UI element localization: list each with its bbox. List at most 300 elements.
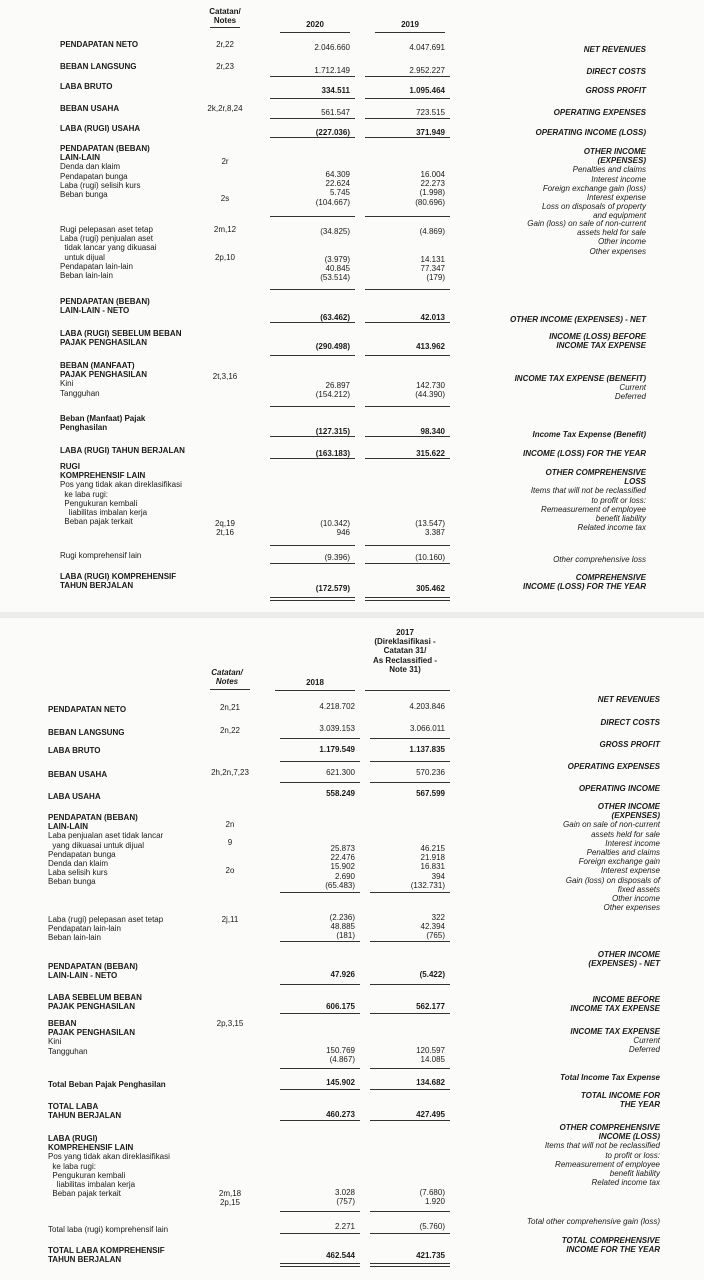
english-pendapatan-lain-line-2: (EXPENSES)	[611, 811, 660, 821]
value-2018-pendapatan-lain-neto: 47.926	[330, 970, 355, 979]
english-pendapatan-lain-line-9: Gain (loss) on disposals of	[565, 875, 660, 885]
value-2018-laba-komprehensif-lain-line-1: 3.028	[334, 1188, 355, 1197]
notes-pendapatan-lain-line-3: 9	[227, 838, 233, 848]
value-2018-laba-bruto: 1.179.549	[319, 745, 355, 754]
label-laba-komprehensif-line-1: LABA (RUGI) KOMPREHENSIF	[60, 572, 177, 581]
underline-2018-bunga	[280, 892, 360, 893]
value-2020-pendapatan-lain-line-1: 64.309	[325, 170, 350, 179]
year-2019-underline	[375, 32, 445, 33]
label-rugi-pelepasan-line-6: Beban lain-lain	[60, 271, 113, 280]
label-pendapatan-lain-line-2: LAIN-LAIN	[60, 153, 100, 163]
label-beban-pajak-line-1: BEBAN	[48, 1019, 77, 1028]
underline-2018-pajak-terkait	[280, 1211, 360, 1212]
label-total-laba-rugi-komprehensif: Total laba (rugi) komprehensif lain	[48, 1225, 169, 1234]
value-2019-laba-usaha: 371.949	[416, 128, 445, 137]
notes-header-line-2: Notes	[213, 16, 237, 26]
label-laba-pelepasan-line-2: Pendapatan lain-lain	[48, 924, 121, 934]
label-pendapatan-lain-line-5: Pendapatan bunga	[48, 849, 116, 859]
english-laba-komprehensif-lain-line-7: Related income tax	[591, 1178, 660, 1188]
label-rugi-komprehensif-line-2: KOMPREHENSIF LAIN	[60, 471, 146, 481]
value-2017-pendapatan-lain-neto: (5.422)	[419, 970, 445, 979]
underline-2018-komprehensif-total-1	[280, 1263, 360, 1264]
underline-2018-total-laba	[280, 1120, 360, 1121]
underline-2020-lain-lain	[270, 289, 355, 290]
english-rugi-komprehensif-line-5: Remeasurement of employee	[541, 504, 646, 514]
value-2018-pendapatan-lain-line-1: 25.873	[330, 844, 355, 853]
value-2020-beban-pajak-line-1: 26.897	[325, 381, 350, 390]
english-pendapatan-lain-neto-line-2: (EXPENSES) - NET	[588, 959, 660, 969]
label-rugi-komprehensif-line-4: ke laba rugi:	[64, 489, 108, 499]
value-2017-pendapatan-neto: 4.203.846	[409, 702, 445, 711]
label-laba-sebelum-pajak-line-2: PAJAK PENGHASILAN	[60, 338, 147, 348]
english-laba-komprehensif-line-1: COMPREHENSIVE	[575, 573, 646, 582]
english-beban-usaha: OPERATING EXPENSES	[553, 108, 646, 117]
label-beban-pajak-line-3: Kini	[60, 379, 74, 389]
value-2019-pendapatan-lain-neto: 42.013	[420, 313, 445, 322]
english-laba-komprehensif-lain-line-4: to profit or loss:	[605, 1150, 660, 1160]
underline-2020-pendapatan-lain-neto	[270, 322, 355, 323]
value-2019-beban-usaha: 723.515	[416, 108, 445, 117]
income-statement-2018-2017	[0, 618, 704, 1280]
label-beban-pajak-line-4: Tangguhan	[60, 388, 100, 398]
value-2018-pendapatan-lain-line-3: 15.902	[330, 862, 355, 872]
value-2020-laba-bruto: 334.511	[321, 86, 350, 95]
english-laba-tahun-berjalan: INCOME (LOSS) FOR THE YEAR	[523, 449, 646, 458]
underline-2020-komprehensif-total-1	[270, 597, 355, 598]
label-laba-komprehensif-lain-line-7: Beban pajak terkait	[52, 1189, 121, 1199]
english-laba-komprehensif-lain-line-2: INCOME (LOSS)	[598, 1132, 660, 1142]
label-beban-pajak-line-2: PAJAK PENGHASILAN	[48, 1028, 135, 1038]
label-pendapatan-lain-neto-line-2: LAIN-LAIN - NETO	[48, 971, 118, 981]
underline-2017-beban-usaha	[370, 761, 450, 762]
value-2017-beban-usaha: 570.236	[416, 768, 445, 777]
value-2017-pendapatan-lain-line-4: 394	[431, 871, 445, 881]
year-2017-underline	[365, 690, 450, 691]
underline-2018-laba-usaha	[280, 782, 360, 783]
label-pendapatan-lain-line-3: Laba penjualan aset tidak lancar	[48, 831, 164, 841]
notes-pendapatan-lain-line-1: 2r	[221, 157, 229, 166]
underline-2017-beban-langsung	[370, 738, 450, 739]
year-2017-header-line-5: Note 31)	[389, 664, 421, 674]
label-beban-pajak-total-line-2: Penghasilan	[60, 423, 108, 433]
label-total-laba-komprehensif-line-2: TAHUN BERJALAN	[48, 1255, 122, 1265]
underline-2017-sebelum-pajak	[370, 1013, 450, 1014]
english-pendapatan-lain-line-1: OTHER INCOME	[597, 802, 660, 811]
value-2018-laba-sebelum-pajak: 606.175	[326, 1002, 355, 1011]
value-2018-pendapatan-neto: 4.218.702	[319, 702, 355, 711]
label-beban-pajak-total: Total Beban Pajak Penghasilan	[48, 1080, 166, 1089]
underline-2018-tangguhan	[280, 1068, 360, 1069]
value-2019-pendapatan-lain-line-3: (1.998)	[419, 188, 445, 198]
value-2017-pendapatan-lain-line-3: 16.831	[420, 862, 445, 872]
value-2018-total-laba-komprehensif: 462.544	[326, 1251, 355, 1260]
value-2017-laba-pelepasan-line-2: 42.394	[420, 922, 445, 932]
english-rugi-komprehensif-lain: Other comprehensive loss	[553, 555, 646, 564]
english-beban-pajak-line-3: Deferred	[628, 1045, 660, 1055]
value-2020-pendapatan-lain-line-4: (104.667)	[315, 197, 350, 207]
english-laba-komprehensif-line-2: INCOME (LOSS) FOR THE YEAR	[523, 582, 646, 592]
notes-rugi-pelepasan-line-1: 2m,12	[213, 225, 237, 234]
underline-2017-pajak-terkait	[370, 1211, 450, 1212]
value-2020-beban-pajak-line-2: (154.212)	[315, 390, 350, 400]
value-2019-laba-tahun-berjalan: 315.622	[416, 449, 445, 458]
label-rugi-pelepasan-line-2: Laba (rugi) penjualan aset	[60, 234, 153, 244]
value-2017-laba-pelepasan-line-1: 322	[431, 913, 445, 922]
notes-beban-langsung: 2r,23	[216, 62, 234, 71]
label-pendapatan-lain-line-7: Laba selisih kurs	[48, 868, 108, 878]
label-rugi-komprehensif-line-5: Pengukuran kembali	[64, 498, 138, 508]
label-beban-pajak-line-3: Kini	[48, 1037, 62, 1047]
english-pendapatan-lain-line-6: Penalties and claims	[586, 848, 660, 857]
value-2020-pendapatan-lain-line-2: 22.624	[325, 179, 350, 189]
underline-2020-tangguhan	[270, 406, 355, 407]
label-beban-pajak-line-4: Tangguhan	[48, 1046, 88, 1056]
english-pendapatan-lain-line-11: Other income	[611, 894, 660, 903]
value-2019-rugi-komprehensif-line-1: (13.547)	[415, 519, 445, 528]
underline-2018-beban-usaha	[280, 761, 360, 762]
value-2019-rugi-komprehensif-line-2: 3.387	[424, 528, 445, 538]
english-pendapatan-lain-line-2: (EXPENSES)	[597, 156, 646, 166]
value-2019-pendapatan-lain-line-2: 22.273	[420, 179, 445, 189]
label-laba-komprehensif-lain-line-1: LABA (RUGI)	[48, 1134, 98, 1143]
english-total-laba-line-2: THE YEAR	[619, 1100, 660, 1110]
label-beban-pajak-line-2: PAJAK PENGHASILAN	[60, 370, 147, 380]
english-laba-sebelum-pajak-line-2: INCOME TAX EXPENSE	[570, 1004, 660, 1014]
value-2019-beban-pajak-line-1: 142.730	[416, 381, 445, 390]
value-2019-pendapatan-lain-line-4: (80.696)	[415, 197, 445, 207]
english-beban-pajak-total: Total Income Tax Expense	[560, 1073, 660, 1082]
label-pendapatan-neto: PENDAPATAN NETO	[48, 705, 127, 714]
value-2017-beban-pajak-line-1: 120.597	[416, 1046, 445, 1055]
value-2020-beban-langsung: 1.712.149	[314, 66, 350, 75]
label-pendapatan-lain-neto-line-2: LAIN-LAIN - NETO	[60, 306, 130, 316]
value-2018-pendapatan-lain-line-5: (65.483)	[325, 880, 355, 890]
value-2017-beban-pajak-total: 134.682	[416, 1078, 445, 1087]
value-2018-beban-pajak-line-2: (4.867)	[329, 1055, 355, 1065]
value-2017-beban-langsung: 3.066.011	[410, 724, 445, 733]
english-beban-pajak-line-2: Current	[633, 1036, 660, 1046]
english-beban-pajak-line-1: INCOME TAX EXPENSE (BENEFIT)	[514, 374, 646, 383]
english-rugi-komprehensif-line-3: Items that will not be reclassified	[530, 486, 646, 496]
label-laba-pelepasan-line-3: Beban lain-lain	[48, 933, 101, 943]
label-beban-langsung: BEBAN LANGSUNG	[60, 62, 137, 71]
english-pendapatan-lain-line-7: Foreign exchange gain	[578, 857, 660, 867]
english-rugi-komprehensif-line-2: LOSS	[624, 477, 646, 487]
english-pendapatan-neto: NET REVENUES	[597, 695, 660, 704]
value-2020-laba-sebelum-pajak: (290.498)	[315, 342, 350, 351]
label-pendapatan-lain-neto-line-1: PENDAPATAN (BEBAN)	[48, 962, 138, 971]
value-2020-rugi-komprehensif-line-2: 946	[336, 528, 350, 538]
english-pendapatan-lain-line-1: OTHER INCOME	[583, 147, 646, 156]
label-laba-komprehensif-line-2: TAHUN BERJALAN	[60, 581, 134, 591]
value-2017-laba-komprehensif-lain-line-2: 1.920	[424, 1197, 445, 1207]
value-2017-laba-bruto: 1.137.835	[409, 745, 445, 754]
label-rugi-komprehensif-lain: Rugi komprehensif lain	[60, 551, 142, 560]
underline-2018-komprehensif-total-2	[280, 1266, 360, 1267]
value-2020-rugi-komprehensif-lain: (9.396)	[324, 553, 350, 562]
label-pendapatan-lain-line-2: LAIN-LAIN	[48, 822, 88, 832]
underline-2017-komprehensif-total-2	[370, 1266, 450, 1267]
english-laba-usaha: OPERATING INCOME (LOSS)	[535, 128, 646, 137]
label-laba-sebelum-pajak-line-2: PAJAK PENGHASILAN	[48, 1002, 135, 1012]
english-pendapatan-lain-line-10: fixed assets	[617, 884, 660, 894]
underline-2017-bunga	[370, 892, 450, 893]
english-pendapatan-lain-neto: OTHER INCOME (EXPENSES) - NET	[509, 315, 646, 324]
label-total-laba-line-1: TOTAL LABA	[48, 1102, 99, 1111]
underline-2019-pajak-total	[365, 436, 450, 437]
english-laba-komprehensif-lain-line-5: Remeasurement of employee	[555, 1159, 660, 1169]
label-pendapatan-lain-neto-line-1: PENDAPATAN (BEBAN)	[60, 297, 150, 306]
underline-2019-pajak-terkait	[365, 545, 450, 546]
year-2017-header-line-1: 2017	[396, 628, 414, 637]
label-laba-pelepasan-line-1: Laba (rugi) pelepasan aset tetap	[48, 915, 164, 924]
underline-2019-sebelum-pajak	[365, 355, 450, 356]
value-2020-beban-pajak-total: (127.315)	[315, 427, 350, 436]
value-2020-pendapatan-lain-neto: (63.462)	[320, 313, 350, 322]
underline-2018-sebelum-pajak	[280, 1013, 360, 1014]
notes-beban-langsung: 2n,22	[219, 726, 241, 735]
underline-2020-laba-usaha	[270, 137, 355, 138]
year-2017-header-line-4: As Reclassified -	[372, 655, 438, 665]
notes-beban-pajak: 2p,3,15	[216, 1019, 244, 1028]
underline-2020-beban-langsung	[270, 76, 355, 77]
english-rugi-pelepasan-line-4: Other expenses	[589, 246, 646, 256]
label-beban-pajak-line-1: BEBAN (MANFAAT)	[60, 361, 135, 370]
value-2018-beban-usaha: 621.300	[326, 768, 355, 777]
value-2018-total-laba: 460.273	[326, 1110, 355, 1119]
value-2017-laba-sebelum-pajak: 562.177	[416, 1002, 445, 1011]
year-2019-header: 2019	[401, 20, 419, 29]
value-2017-pendapatan-lain-line-2: 21.918	[420, 853, 445, 863]
label-beban-pajak-total-line-1: Beban (Manfaat) Pajak	[60, 414, 146, 423]
label-laba-sebelum-pajak-line-1: LABA (RUGI) SEBELUM BEBAN	[60, 329, 182, 338]
english-beban-langsung: DIRECT COSTS	[600, 718, 660, 727]
underline-2020-pajak-total	[270, 436, 355, 437]
label-total-laba-komprehensif-line-1: TOTAL LABA KOMPREHENSIF	[48, 1246, 165, 1255]
value-2018-laba-pelepasan-line-3: (181)	[336, 931, 355, 941]
notes-beban-pajak: 2t,3,16	[212, 372, 238, 381]
label-pendapatan-lain-line-6: Beban bunga	[60, 190, 108, 199]
notes-header-line-2: Notes	[215, 677, 239, 687]
value-2020-rugi-pelepasan-line-5: 40.845	[325, 263, 350, 273]
english-beban-pajak-total: Income Tax Expense (Benefit)	[532, 430, 646, 439]
notes-rugi-pelepasan-line-4: 2p,10	[214, 252, 236, 262]
notes-header-line-1: Catatan/	[209, 7, 241, 16]
notes-pendapatan-lain-line-6: 2o	[225, 866, 235, 875]
notes-header-line-1: Catatan/	[211, 668, 243, 677]
value-2018-beban-langsung: 3.039.153	[319, 724, 355, 733]
label-laba-komprehensif-lain-line-2: KOMPREHENSIF LAIN	[48, 1143, 134, 1153]
english-pendapatan-lain-line-4: assets held for sale	[591, 829, 660, 839]
value-2018-beban-pajak-total: 145.902	[326, 1078, 355, 1087]
label-laba-komprehensif-lain-line-3: Pos yang tidak akan direklasifikasi	[48, 1152, 170, 1162]
underline-2020-komprehensif-total-2	[270, 600, 355, 601]
label-rugi-komprehensif-line-7: Beban pajak terkait	[64, 517, 133, 527]
english-total-laba-komprehensif-line-2: INCOME FOR THE YEAR	[566, 1245, 660, 1255]
year-2018-underline	[275, 690, 355, 691]
english-total-laba-rugi-komprehensif: Total other comprehensive gain (loss)	[526, 1217, 660, 1226]
label-beban-langsung: BEBAN LANGSUNG	[48, 728, 125, 737]
english-pendapatan-lain-line-6: Interest expense	[586, 193, 646, 202]
underline-2017-total-komprehensif-lain	[370, 1233, 450, 1234]
underline-2020-beban-usaha	[270, 118, 355, 119]
english-pendapatan-lain-line-3: Gain on sale of non-current	[563, 820, 660, 830]
underline-2017-tangguhan	[370, 1068, 450, 1069]
label-beban-usaha: BEBAN USAHA	[48, 770, 108, 779]
value-2017-pendapatan-lain-line-5: (132.731)	[410, 880, 445, 890]
value-2019-beban-pajak-line-2: (44.390)	[415, 390, 445, 400]
value-2020-beban-usaha: 561.547	[321, 108, 350, 117]
english-pendapatan-lain-line-3: Penalties and claims	[572, 165, 646, 175]
value-2018-laba-usaha: 558.249	[326, 789, 355, 798]
value-2019-rugi-pelepasan-line-1: (4.869)	[419, 227, 445, 236]
label-rugi-pelepasan-line-3: tidak lancar yang dikuasai	[64, 243, 157, 253]
value-2018-laba-pelepasan-line-2: 48.885	[330, 922, 355, 932]
english-pendapatan-neto: NET REVENUES	[583, 45, 646, 54]
english-pendapatan-lain-line-7: Loss on disposals of property	[541, 202, 646, 212]
value-2019-rugi-pelepasan-line-4: 14.131	[420, 254, 445, 264]
english-beban-pajak-line-2: Current	[619, 383, 646, 393]
underline-2019-komprehensif-total-2	[365, 600, 450, 601]
label-laba-tahun-berjalan: LABA (RUGI) TAHUN BERJALAN	[60, 446, 185, 455]
underline-2020-pajak-terkait	[270, 545, 355, 546]
notes-rugi-komprehensif-line-2: 2t,16	[216, 528, 234, 538]
value-2017-total-laba-rugi-komprehensif: (5.760)	[419, 1222, 445, 1231]
english-rugi-pelepasan-line-3: Other income	[597, 237, 646, 247]
english-pendapatan-lain-line-5: Interest income	[605, 838, 660, 848]
value-2017-laba-usaha: 567.599	[416, 789, 445, 798]
underline-2019-beban-langsung	[365, 76, 450, 77]
english-pendapatan-lain-line-8: Interest expense	[600, 866, 660, 876]
value-2019-laba-sebelum-pajak: 413.962	[416, 342, 445, 351]
notes-rugi-komprehensif-line-1: 2q,19	[214, 519, 236, 528]
notes-pendapatan-neto: 2n,21	[219, 703, 241, 712]
label-pendapatan-lain-line-1: PENDAPATAN (BEBAN)	[48, 813, 138, 822]
english-laba-komprehensif-lain-line-1: OTHER COMPREHENSIVE	[559, 1123, 660, 1132]
english-laba-komprehensif-lain-line-6: benefit liability	[609, 1169, 660, 1178]
label-laba-bruto: LABA BRUTO	[60, 82, 113, 91]
year-2018-header: 2018	[306, 678, 324, 687]
underline-2019-laba-bruto	[365, 98, 450, 99]
label-laba-komprehensif-lain-line-6: liabilitas imbalan kerja	[56, 1180, 136, 1189]
income-statement-2020-2019	[0, 0, 704, 612]
label-pendapatan-lain-line-3: Denda dan klaim	[60, 162, 121, 172]
underline-2017-komprehensif-total-1	[370, 1263, 450, 1264]
english-pendapatan-lain-neto-line-1: OTHER INCOME	[597, 950, 660, 959]
label-pendapatan-lain-line-5: Laba (rugi) selisih kurs	[60, 180, 141, 190]
label-total-laba-line-2: TAHUN BERJALAN	[48, 1111, 122, 1121]
underline-2017-total-laba	[370, 1120, 450, 1121]
value-2019-beban-langsung: 2.952.227	[409, 66, 445, 75]
value-2019-pendapatan-neto: 4.047.691	[409, 43, 445, 52]
english-laba-bruto: GROSS PROFIT	[585, 86, 646, 95]
underline-2017-pajak-total	[370, 1089, 450, 1090]
underline-2020-bunga	[270, 216, 355, 217]
english-rugi-komprehensif-line-4: to profit or loss:	[591, 495, 646, 505]
value-2017-laba-pelepasan-line-3: (765)	[426, 931, 445, 941]
english-pendapatan-lain-line-4: Interest income	[591, 174, 646, 184]
underline-2019-bunga	[365, 216, 450, 217]
english-rugi-komprehensif-line-6: benefit liability	[595, 514, 646, 523]
value-2020-laba-komprehensif: (172.579)	[315, 584, 350, 593]
value-2020-laba-tahun-berjalan: (163.183)	[315, 449, 350, 458]
value-2020-rugi-pelepasan-line-1: (34.825)	[320, 227, 350, 236]
label-pendapatan-neto: PENDAPATAN NETO	[60, 40, 139, 49]
english-rugi-pelepasan-line-2: assets held for sale	[577, 228, 646, 238]
value-2019-rugi-komprehensif-lain: (10.160)	[415, 553, 445, 562]
underline-2017-lain-lain	[370, 941, 450, 942]
label-rugi-komprehensif-line-1: RUGI	[60, 462, 80, 471]
underline-2018-lain-lain	[280, 941, 360, 942]
value-2018-pendapatan-lain-line-4: 2.690	[334, 871, 355, 881]
label-laba-usaha: LABA (RUGI) USAHA	[60, 124, 141, 133]
value-2019-laba-bruto: 1.095.464	[409, 86, 445, 95]
underline-2019-laba-usaha	[365, 137, 450, 138]
notes-header-underline	[210, 689, 250, 690]
value-2020-pendapatan-neto: 2.046.660	[314, 43, 350, 52]
label-rugi-komprehensif-line-3: Pos yang tidak akan direklasifikasi	[60, 480, 182, 490]
underline-2018-beban-langsung	[280, 738, 360, 739]
label-laba-komprehensif-lain-line-5: Pengukuran kembali	[52, 1170, 126, 1180]
value-2018-beban-pajak-line-1: 150.769	[326, 1046, 355, 1055]
label-laba-komprehensif-lain-line-4: ke laba rugi:	[52, 1161, 96, 1171]
label-laba-usaha: LABA USAHA	[48, 792, 101, 801]
underline-2020-sebelum-pajak	[270, 355, 355, 356]
value-2018-laba-komprehensif-lain-line-2: (757)	[336, 1197, 355, 1207]
value-2020-rugi-pelepasan-line-6: (53.514)	[320, 273, 350, 282]
english-laba-sebelum-pajak-line-1: INCOME (LOSS) BEFORE	[549, 332, 646, 341]
value-2017-beban-pajak-line-2: 14.085	[420, 1055, 445, 1065]
underline-2020-tahun-berjalan	[270, 458, 355, 459]
notes-laba-pelepasan: 2j,11	[221, 915, 239, 924]
english-total-laba-komprehensif-line-1: TOTAL COMPREHENSIVE	[561, 1236, 660, 1245]
underline-2020-laba-bruto	[270, 98, 355, 99]
notes-pendapatan-lain-line-1: 2n	[225, 820, 235, 829]
english-laba-komprehensif-lain-line-3: Items that will not be reclassified	[544, 1141, 660, 1151]
label-beban-usaha: BEBAN USAHA	[60, 104, 120, 113]
notes-beban-usaha: 2k,2r,8,24	[207, 104, 243, 113]
english-pendapatan-lain-line-12: Other expenses	[603, 903, 660, 913]
value-2017-total-laba: 427.495	[416, 1110, 445, 1119]
underline-2019-rugi-komprehensif-lain	[365, 563, 450, 564]
underline-2019-tahun-berjalan	[365, 458, 450, 459]
english-pendapatan-lain-line-5: Foreign exchange gain (loss)	[542, 183, 646, 193]
notes-laba-komprehensif-lain-line-1: 2m,18	[218, 1189, 242, 1198]
english-beban-langsung: DIRECT COSTS	[586, 67, 646, 76]
underline-2019-komprehensif-total-1	[365, 597, 450, 598]
label-laba-bruto: LABA BRUTO	[48, 746, 101, 755]
english-total-laba-line-1: TOTAL INCOME FOR	[580, 1091, 660, 1100]
english-rugi-pelepasan-line-1: Gain (loss) on sale of non-current	[527, 219, 646, 228]
notes-laba-komprehensif-lain-line-2: 2p,15	[219, 1198, 241, 1208]
english-laba-bruto: GROSS PROFIT	[599, 740, 660, 749]
english-pendapatan-lain-line-8: and equipment	[593, 211, 646, 221]
english-beban-pajak-line-3: Deferred	[614, 392, 646, 402]
underline-2019-beban-usaha	[365, 118, 450, 119]
label-pendapatan-lain-line-6: Denda dan klaim	[48, 859, 109, 868]
notes-pendapatan-lain-line-5: 2s	[220, 193, 230, 203]
underline-2019-tangguhan	[365, 406, 450, 407]
label-rugi-pelepasan-line-1: Rugi pelepasan aset tetap	[60, 225, 153, 234]
english-laba-sebelum-pajak-line-2: INCOME TAX EXPENSE	[556, 341, 646, 351]
notes-pendapatan-neto: 2r,22	[216, 40, 234, 49]
english-rugi-komprehensif-line-1: OTHER COMPREHENSIVE	[545, 468, 646, 477]
underline-2017-pendapatan-lain-neto	[370, 984, 450, 985]
label-rugi-komprehensif-line-6: liabilitas imbalan kerja	[68, 508, 148, 517]
value-2019-laba-komprehensif: 305.462	[416, 584, 445, 593]
underline-2018-pajak-total	[280, 1089, 360, 1090]
year-2020-underline	[280, 32, 350, 33]
